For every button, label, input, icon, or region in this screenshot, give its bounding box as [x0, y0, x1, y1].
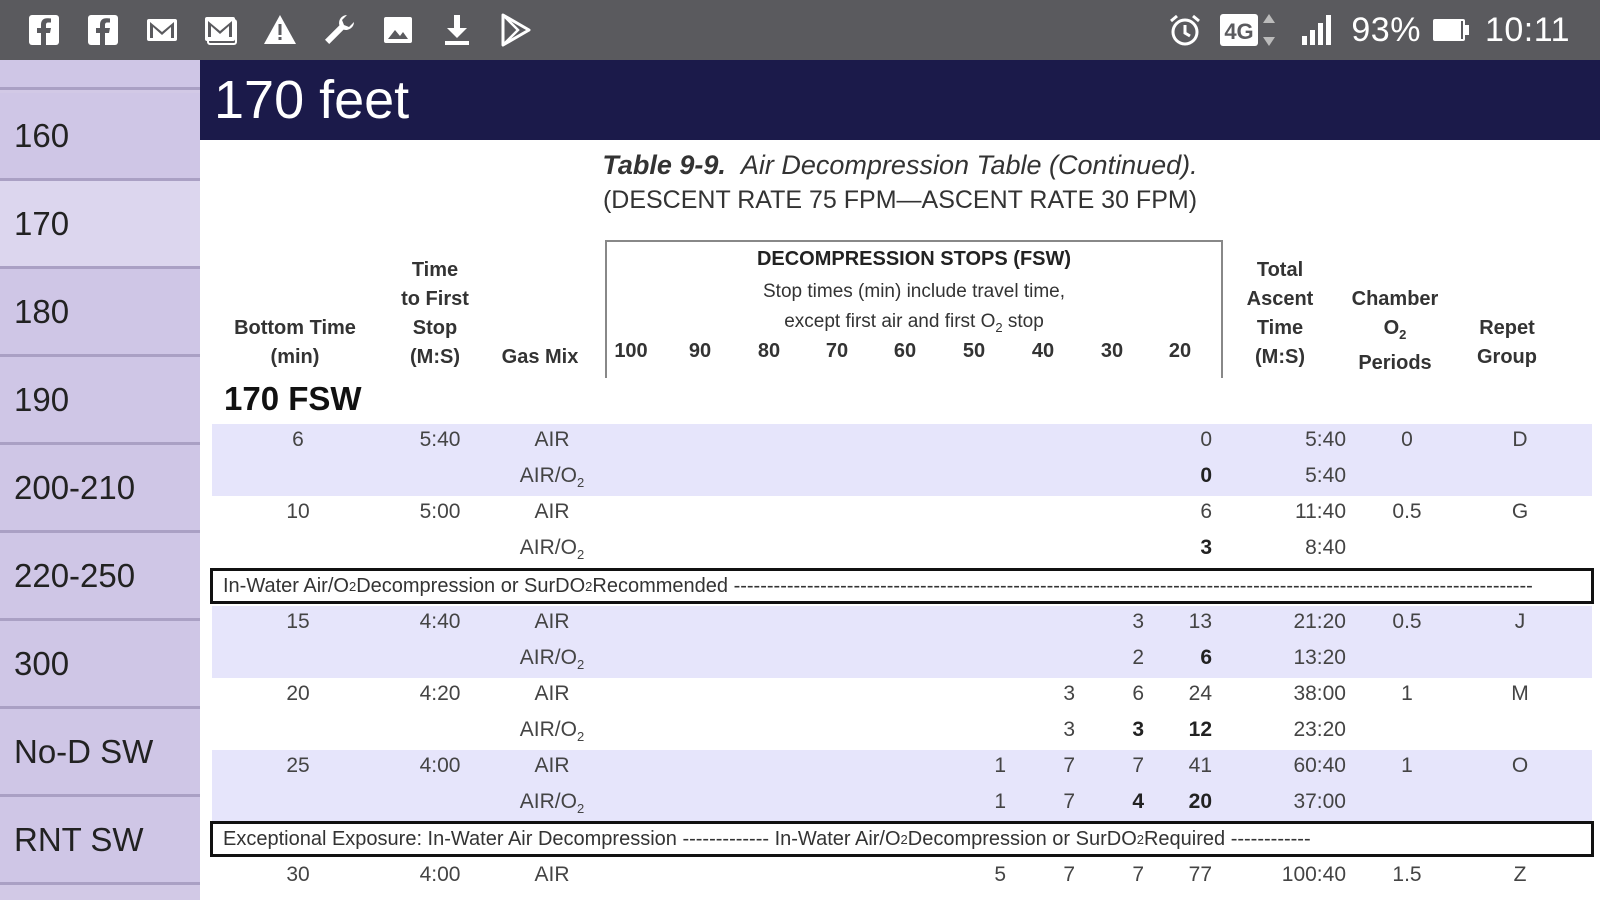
header-repet-group: Repet Group — [1477, 317, 1537, 368]
stops-title: DECOMPRESSION STOPS (FSW) — [756, 248, 1072, 270]
stops-subtitle: Stop times (min) include travel time, except first air and first $O_2$ stop — [763, 281, 1065, 335]
recommendation-banner: In-Water Air/O 2 Decompression or SurDO 2 Recommended ------------------------------------------------------------------------------------------------------------------------ — [210, 568, 1594, 604]
stop-depth-60: 60 — [893, 340, 917, 362]
table-row: 25 4:00 AIR 1 7 7 41 60:40 1 O — [212, 750, 1592, 786]
stop-depth-90: 90 — [688, 340, 712, 362]
battery-percent: 93% — [1351, 10, 1421, 49]
gmail-icon — [201, 10, 241, 50]
sidebar-item-180[interactable]: 180 — [0, 269, 200, 357]
table-row: AIR/$O_2$ 3 8:40 — [519, 536, 1346, 563]
facebook-icon — [83, 10, 123, 50]
sidebar-item-no-d-sw[interactable]: No-D SW — [0, 709, 200, 797]
network-label: 4G — [1224, 19, 1255, 44]
table-row: AIR/$O_2$ 0 5:40 — [212, 460, 1592, 496]
table-title: Table 9-9. Air Decompression Table (Continued). — [602, 150, 1198, 180]
battery-icon — [1431, 10, 1471, 50]
stop-depth-100: 100 — [614, 340, 648, 362]
notification-icons — [24, 10, 555, 50]
page-title: 170 feet — [200, 60, 1600, 140]
gmail-icon — [142, 10, 182, 50]
header-chamber-o2: Chamber $O_2$ Periods — [1351, 288, 1439, 374]
table-row: AIR/$O_2$ 2 6 13:20 — [212, 642, 1592, 678]
sidebar-item-partial[interactable] — [0, 60, 200, 90]
wrench-icon — [319, 10, 359, 50]
network-type-icon — [1219, 10, 1283, 50]
image-icon — [378, 10, 418, 50]
warning-icon — [260, 10, 300, 50]
stop-depth-80: 80 — [757, 340, 781, 362]
depth-sidebar — [0, 60, 200, 900]
header-bottom-time: Bottom Time (min) — [234, 317, 356, 368]
table-row: 20 4:20 AIR 3 6 24 38:00 1 M — [286, 682, 1529, 705]
sidebar-item-160[interactable]: 160 — [0, 93, 200, 181]
clock: 10:11 — [1484, 10, 1570, 49]
sidebar-item-200-210[interactable]: 200-210 — [0, 445, 200, 533]
table-subtitle: (DESCENT RATE 75 FPM—ASCENT RATE 30 FPM) — [602, 186, 1198, 214]
stop-depth-50: 50 — [962, 340, 986, 362]
play-store-icon — [496, 10, 536, 50]
stop-depth-20: 20 — [1168, 340, 1192, 362]
exceptional-exposure-banner: Exceptional Exposure: In-Water Air Decompression ------------- In-Water Air/O 2 Decompression or SurDO 2 Required ------------ — [210, 821, 1594, 857]
table-row: AIR/$O_2$ 3 3 12 23:20 — [519, 718, 1346, 745]
sidebar-item-190[interactable]: 190 — [0, 357, 200, 445]
stop-depth-30: 30 — [1100, 340, 1124, 362]
table-row: AIR/$O_2$ 1 7 4 20 37:00 — [212, 786, 1592, 822]
table-row: 6 5:40 AIR 0 5:40 0 D — [212, 424, 1592, 460]
table-row: 10 5:00 AIR 6 11:40 0.5 G — [286, 500, 1529, 523]
decompression-table[interactable] — [200, 140, 1600, 900]
facebook-icon — [24, 10, 64, 50]
signal-icon — [1297, 10, 1337, 50]
table-row: 30 4:00 AIR 5 7 7 77 100:40 1.5 Z — [286, 863, 1527, 886]
header-total-ascent: Total Ascent Time (M:S) — [1246, 259, 1314, 368]
sidebar-item-300[interactable]: 300 — [0, 621, 200, 709]
stop-depth-70: 70 — [825, 340, 849, 362]
stop-depth-40: 40 — [1031, 340, 1055, 362]
alarm-icon — [1165, 10, 1205, 50]
download-icon — [437, 10, 477, 50]
sidebar-item-220-250[interactable]: 220-250 — [0, 533, 200, 621]
header-gas-mix: Gas Mix — [501, 346, 579, 368]
system-status — [1165, 8, 1570, 52]
sidebar-item-rnt-sw[interactable]: RNT SW — [0, 797, 200, 885]
status-bar — [0, 0, 1600, 60]
table-row: 15 4:40 AIR 3 13 21:20 0.5 J — [212, 606, 1592, 642]
section-heading: 170 FSW — [224, 380, 362, 417]
sidebar-item-170[interactable]: 170 — [0, 181, 200, 269]
header-time-first-stop: Time to First Stop (M:S) — [401, 259, 469, 368]
